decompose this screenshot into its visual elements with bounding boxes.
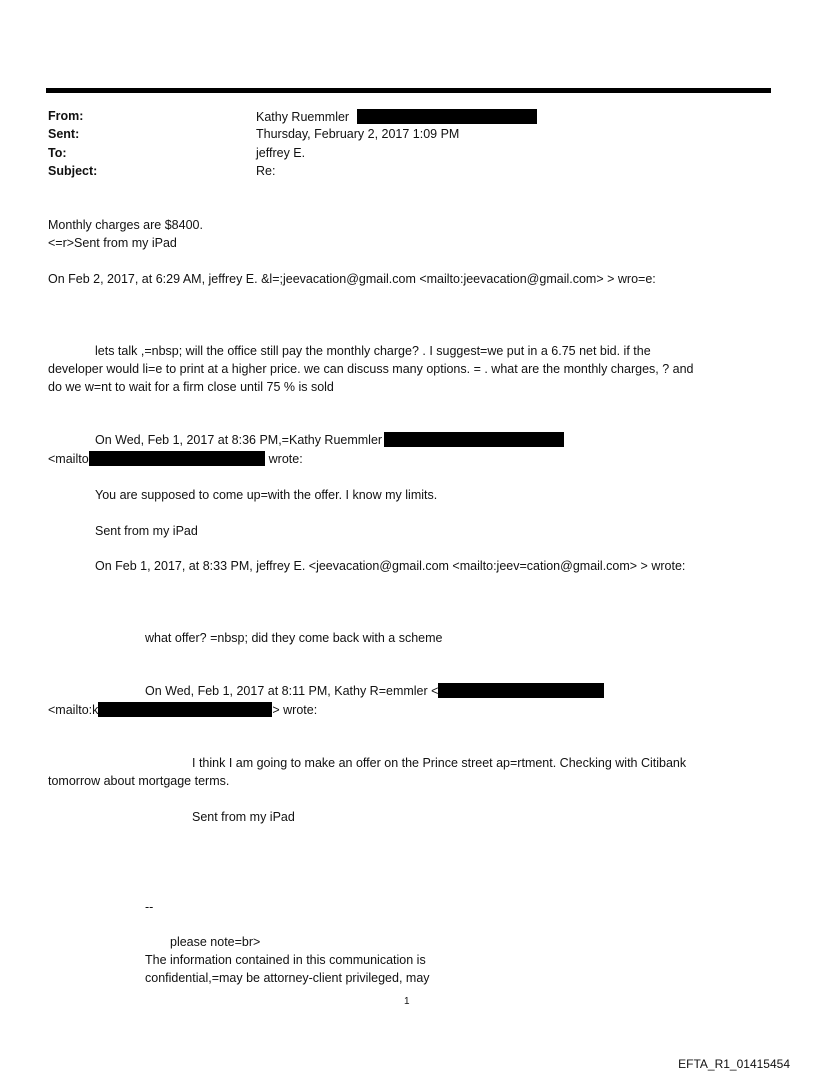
to-value: jeffrey E. xyxy=(256,146,306,160)
quote2-intro-line-1 xyxy=(95,431,564,449)
mailto-prefix: <mailto:k xyxy=(48,703,99,717)
from-value xyxy=(256,109,537,124)
redaction-bar xyxy=(357,109,537,124)
quote2-paragraph-2: Sent from my iPad xyxy=(95,524,198,538)
quote4-paragraph-line-2: tomorrow about mortgage terms. xyxy=(48,774,230,788)
quote3-paragraph-1: what offer? =nbsp; did they come back with a scheme xyxy=(145,631,443,645)
signature-line-2: confidential,=may be attorney-client privileged, may xyxy=(145,971,430,985)
quote1-paragraph-line-1: lets talk ,=nbsp; will the office still pay the monthly charge? . I suggest=we put in a 6.75 net bid. if the xyxy=(95,344,651,358)
quote3-intro: On Feb 1, 2017, at 8:33 PM, jeffrey E. <jeevacation@gmail.com <mailto:jeev=cation@gmail.com> > wrote: xyxy=(95,559,686,573)
redaction-bar xyxy=(384,432,564,447)
sent-value: Thursday, February 2, 2017 1:09 PM xyxy=(256,127,460,141)
signature-note: please note=br> xyxy=(170,935,261,949)
quote1-intro: On Feb 2, 2017, at 6:29 AM, jeffrey E. &l=;jeevacation@gmail.com <mailto:jeevacation@gmail.com> > wro=e: xyxy=(48,272,656,286)
from-name: Kathy Ruemmler xyxy=(256,110,350,124)
quote4-paragraph-3: Sent from my iPad xyxy=(192,810,295,824)
wrote-label: > wrote: xyxy=(272,703,318,717)
quote4-paragraph-line-1: I think I am going to make an offer on the Prince street ap=rtment. Checking with Citibank xyxy=(192,756,687,770)
page-number: 1 xyxy=(404,996,410,1007)
sent-label: Sent: xyxy=(48,127,80,141)
quote1-paragraph-line-2: developer would li=e to print at a higher price. we can discuss many options. = . what are the monthly charges, ? and xyxy=(48,362,694,376)
subject-value: Re: xyxy=(256,164,276,178)
quote2-intro-text: On Wed, Feb 1, 2017 at 8:36 PM,=Kathy Ruemmler xyxy=(95,433,383,447)
quote2-paragraph-1: You are supposed to come up=with the offer. I know my limits. xyxy=(95,488,438,502)
wrote-label: wrote: xyxy=(268,452,303,466)
redaction-bar xyxy=(98,702,272,717)
quote4-intro-line-2 xyxy=(48,701,317,719)
quote1-paragraph-line-3: do we w=nt to wait for a firm close until 75 % is sold xyxy=(48,380,334,394)
quote4-intro-line-1 xyxy=(145,682,604,700)
signature-dashes: -- xyxy=(145,900,154,914)
from-label: From: xyxy=(48,109,84,123)
to-label: To: xyxy=(48,146,67,160)
subject-label: Subject: xyxy=(48,164,98,178)
document-id: EFTA_R1_01415454 xyxy=(678,1057,790,1071)
body-line-1: Monthly charges are $8400. xyxy=(48,218,203,232)
header-rule xyxy=(46,88,771,93)
quote2-intro-line-2 xyxy=(48,450,303,468)
body-line-2: <=r>Sent from my iPad xyxy=(48,236,177,250)
signature-line-1: The information contained in this communication is xyxy=(145,953,426,967)
mailto-prefix: <mailto xyxy=(48,452,89,466)
quote4-intro-text: On Wed, Feb 1, 2017 at 8:11 PM, Kathy R=emmler < xyxy=(145,684,439,698)
redaction-bar xyxy=(438,683,604,698)
redaction-bar xyxy=(89,451,265,466)
